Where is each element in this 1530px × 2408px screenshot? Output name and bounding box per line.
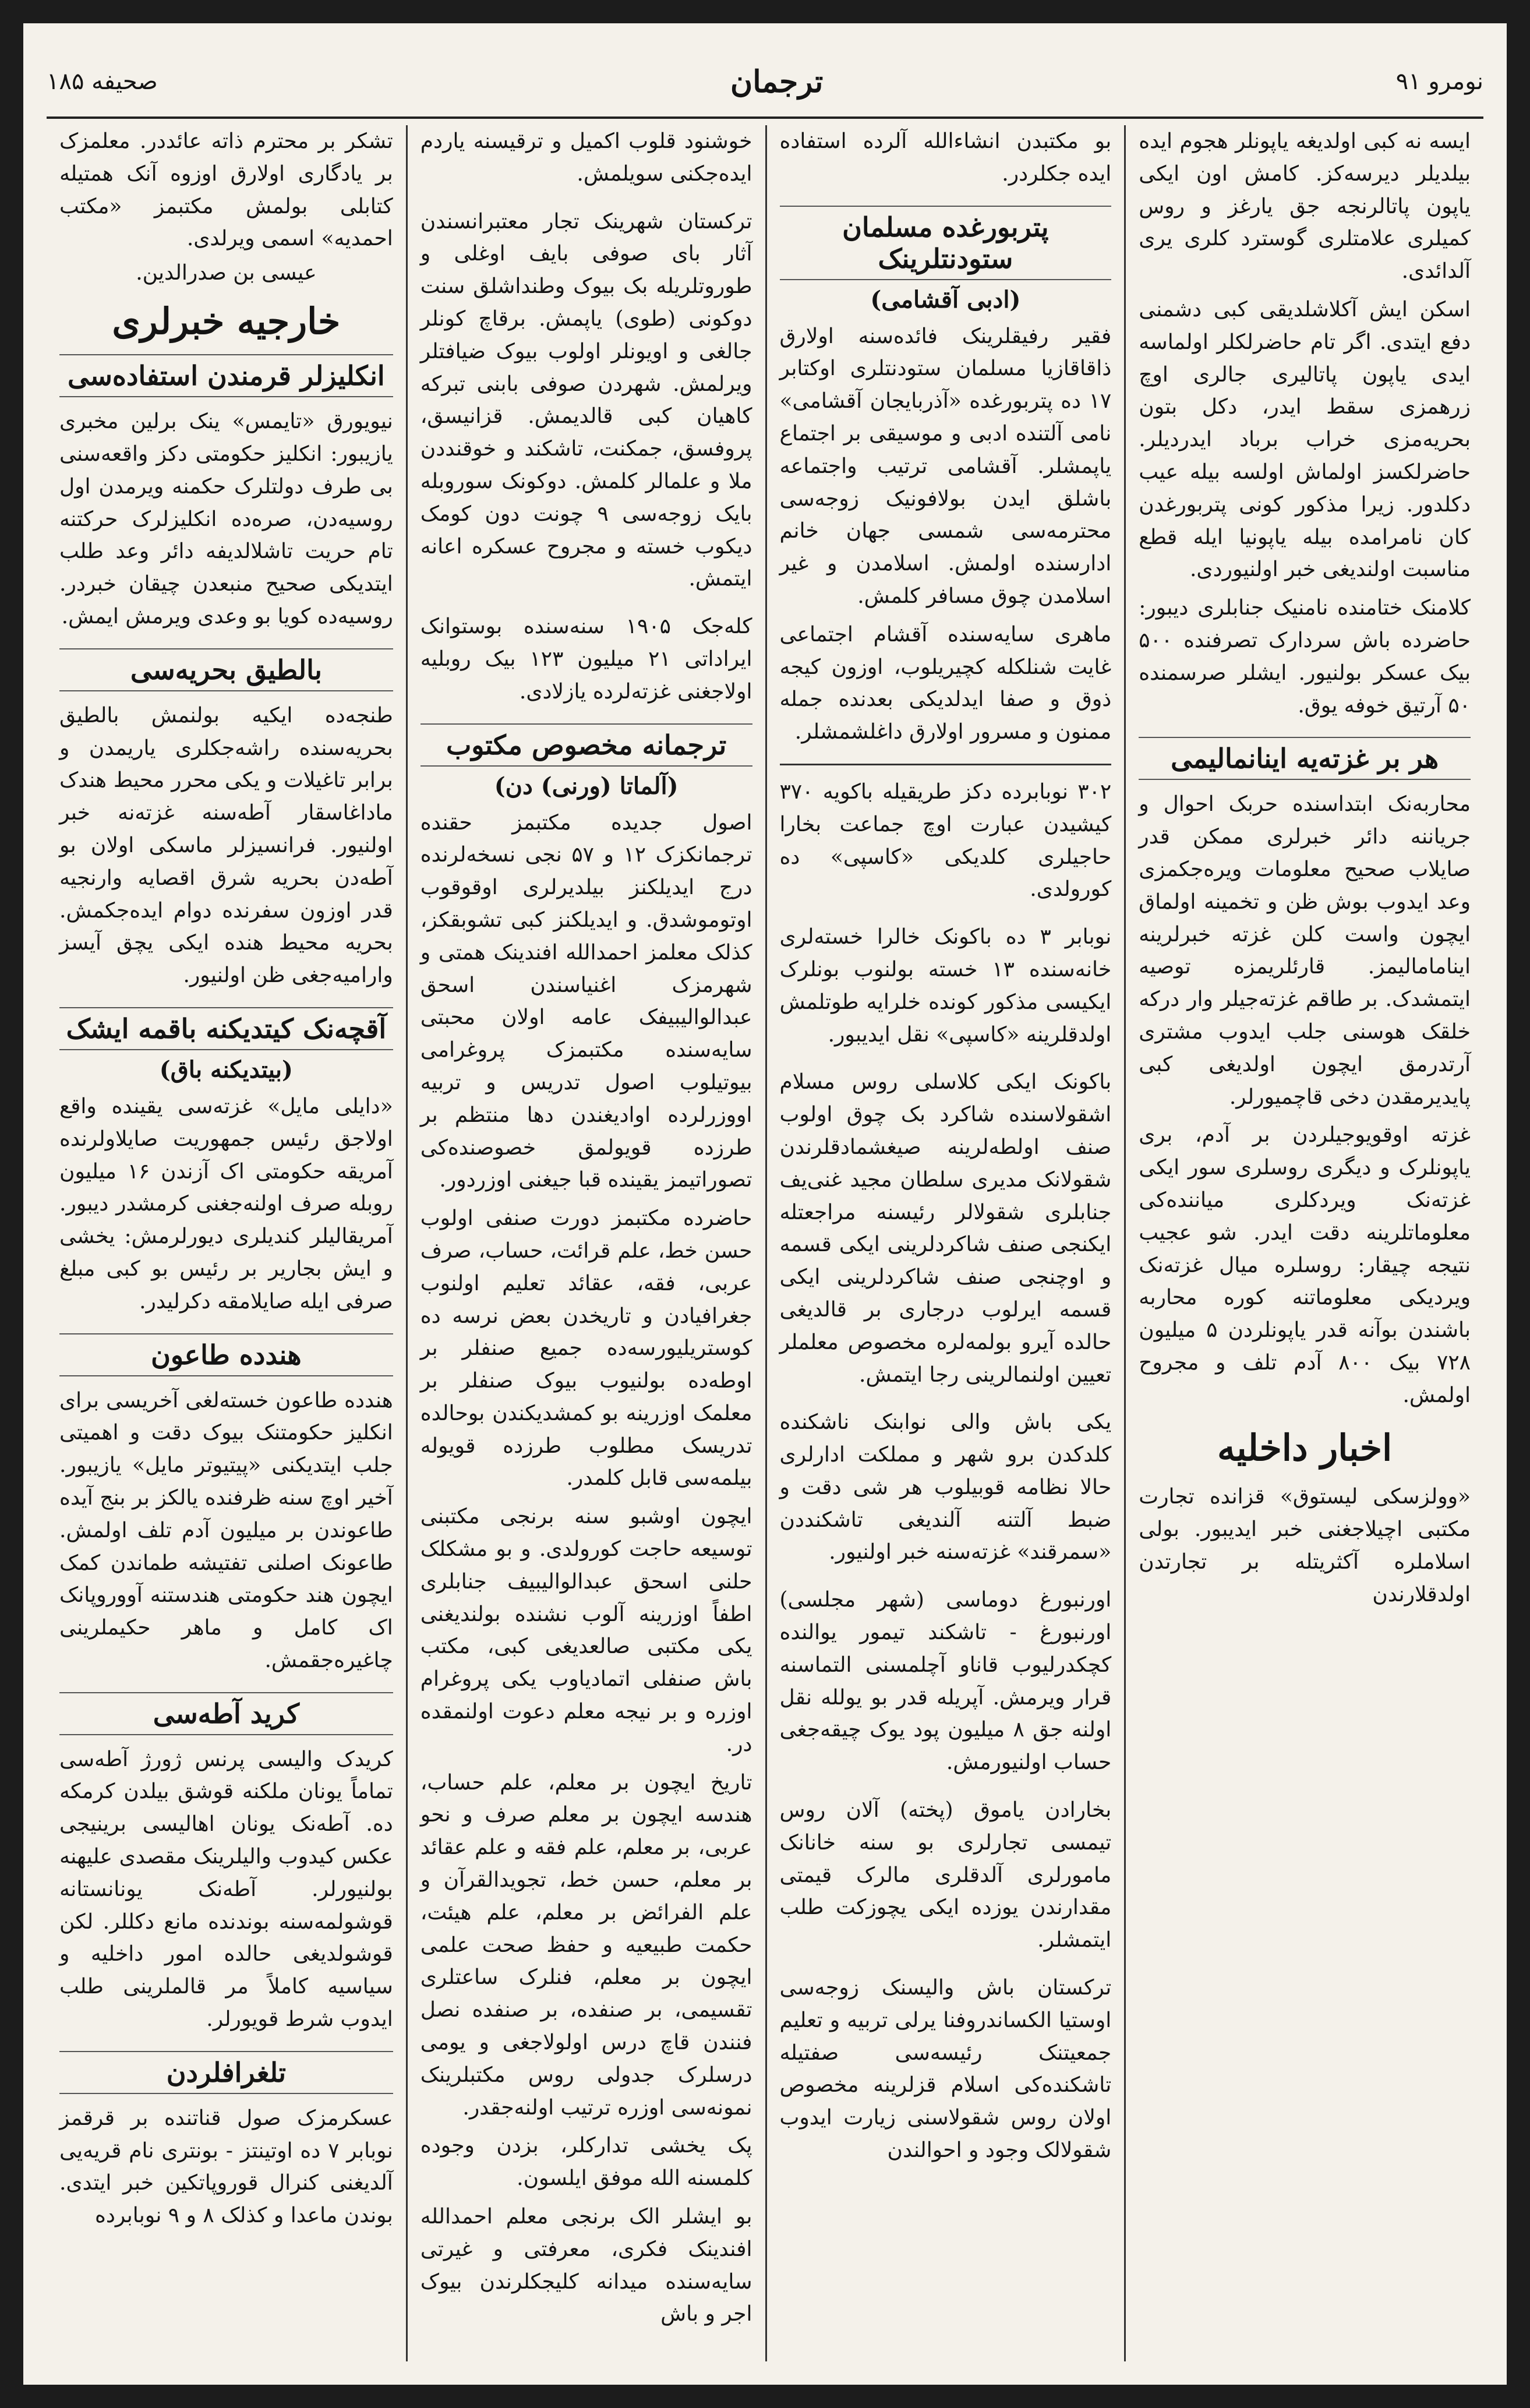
- newspaper-title: ترجمان: [730, 63, 824, 100]
- article-text: حاضرده مکتبمز دورت صنفی اولوب حسن خط، علم قرائت، حساب، صرف عربی، فقه، عقائد تعلیم اولنوب جغرافیادن و تاریخدن بعض نرسه ده کوستریلیورسه‌ده جمیع صنفلر بر اوطه‌ده بولنیوب بیوک صنفلر بر معلمک اوزرینه بو کمشدیکندن بوحالده تدریسک مطلوب طرزده قویوله بیلمه‌سی قابل کلمدر.: [420, 1206, 752, 1491]
- article-heading: هندده طاعون: [59, 1333, 393, 1376]
- article-text: کله‌جک ۱۹۰۵ سنه‌سنده بوستوانک ایراداتی ۲۱ میلیون ۱۲۳ بیک روبلیه اولاجغنی غزته‌لرده یازلادی.: [420, 615, 752, 704]
- article-baltic-fleet: [59, 648, 393, 992]
- article-text: اسکن ایش آکلاشلدیقی کبی دشمنی دفع ایتدی. اگر تام حاضرلکلر اولماسه ایدی یاپون پاتالیری جالری اوچ زرهمزی سقط ایدر، دکل بتون بحریه‌مزی خراب برباد ایدردیلر. حاضرلکسز اولماش اولسه بیله عیب دکلدور. زیرا مذکور کونی پتربورغدن کان نامرامده بیله یاپونیا ایله قطع مناسبت اولندیغی خبر اولنیوردی.: [1139, 297, 1471, 582]
- article-text: فقیر رفیقلرینک فائده‌سنه اولارق ذاقاقازیا مسلمان ستودنتلری اوکتابر ۱۷ ده پتربورغده «آذربایجان آقشامی» نامی آلتنده ادبی و موسیقی بر اجتماع یاپمشلر. آقشامی ترتیب واجتماعه باشلق ایدن بولافونیک زوجه‌سی محترمه‌سی شمسی جهان خانم ادارسنده اولمش. اسلامدن و غیر اسلامدن چوق مسافر کلمش.: [779, 324, 1112, 608]
- article-naval-battle: [1139, 125, 1471, 722]
- article-heading: انکلیزلر قرمندن استفاده‌سی: [59, 354, 393, 397]
- signature: عیسی بن صدرالدین.: [136, 261, 317, 285]
- article-text: باکونک ایکی کلاسلی روس مسلام اشقولاسنده شاکرد بک چوق اولوب صنف اولطه‌لرینه صیغشمادقلرندن شقولانک مدیری سلطان مجید غنی‌یف جنابلری شقولالر رئیسنه مراجعتله ایکنجی صنف شاکردلرینی ایکی قسمه و اوچنجی صنف شاکردلرینی ایکی قسمه ایرلوب درجاری بر قالدیغی حالده آیرو بولمه‌لره مخصوص معلملر تعیین اولنمالرینی رجا ایتمش.: [779, 1070, 1112, 1387]
- column-4: [47, 125, 406, 2361]
- article-text: تاریخ ایچون بر معلم، علم حساب، هندسه ایچون بر معلم صرف و نحو عربی، بر معلم، علم فقه و علم عقائد بر معلم، حسن خط، تجویدالقرآن و علم الفرائض بر معلم، علم هیئت، حکمت طبیعیه و حفظ صحت علمی ایچون بر معلم، فنلرک ساعتلری تقسیمی، بر صنفده، بر صنفده نصل فنندن قاچ درس اولولاجغی و یومی درسلرک جدولی روس مکتبلرینک نمونه‌سی اوزره ترتیب اولنه‌جقدر.: [420, 1770, 752, 2120]
- article-text: غزته اوقویوجیلردن بر آدم، بری یاپونلرک و دیگری روسلری سور ایکی غزته‌نک ویردکلری میاننده‌کی معلوماتلرینه دقت ایدر. شو عجیب نتیجه چیقار: روسلره میال غزته‌نک ویردیکی معلوماتنه کوره محاربه باشندن بوآنه قدر یاپونلردن ۵ میلیون ۷۲۸ بیک ۸۰۰ آدم تلف و مجروح اولمش.: [1139, 1123, 1471, 1407]
- article-trust-newspapers: [1139, 737, 1471, 1411]
- article-text: محاربه‌نک ابتداسنده حربک احوال و جریاننه دائر خبرلری ممکن قدر صایلاب صحیح معلومات ویره‌جکمزی وعد ایدوب بوش ظن و تخمینه اولماق ایچون واست کلن غزته خبرلرینه اینامامالیمز. قارئلریمزه توصیه ایتمشدک. بر طاقم غزته‌جیلر وار درکه خلقک هوسنی جلب ایدوب مشتری آرتدرمق ایچون اولدیغی کبی پایدیرمقدن دخی قاچمیورلر.: [1139, 792, 1471, 1109]
- article-text: «وولزسکی لیستوق» قزانده تجارت مکتبی اچیلاجغنی خبر ایدیبور. بولی اسلاملره آکثریتله بر تجارتدن اولدقلارندن: [1139, 1485, 1471, 1606]
- article-heading: کرید آطه‌سی: [59, 1692, 393, 1735]
- article-text: پک یخشی تدارکلر، بزدن وجوده کلمسنه الله موفق ایلسون.: [420, 2134, 752, 2191]
- article-heading: تلغرافلردن: [59, 2051, 393, 2094]
- article-heading: آقچه‌نک کیتدیکنه باقمه ایشک: [59, 1007, 393, 1050]
- article-news-item: [780, 1406, 1112, 1569]
- article-english: [59, 354, 393, 633]
- article-text: کریدک والیسی پرنس ژورژ آطه‌سی تماماً یونان ملکنه قوشق بیلدن کرمکه ده. آطه‌نک یونان اهالیسی برینیجی عکس کیدوب والیلرینک مقصدی علیهنه بولنیورلر. آطه‌نک یونانستانه قوشولمه‌سنه بوندنده مانع دکللر. لکن قوشولدیغی حالده امور داخلیه و سیاسیه کاملاً مر قالملرینی طلب ایدوب شرط قویورلر.: [59, 1747, 393, 2032]
- article-text: تشکر بر محترم ذاته عائددر. معلمزک بر یادگاری اولارق اوزوه آنک همتیله کتابلی بولمش مکتبمز «مکتب احمدیه» اسمی ویرلدی.: [59, 129, 393, 251]
- article-continuation: [59, 125, 393, 285]
- article-news-item: [780, 921, 1112, 1051]
- issue-number: نومرو ۹۱: [1395, 68, 1483, 95]
- article-telegrams: [59, 2051, 393, 2232]
- article-news-item: [780, 1972, 1112, 2167]
- article-subheading: (ادبی آقشامی): [870, 285, 1021, 313]
- article-text: هندده طاعون خسته‌لغی آخریسی برای انکلیز حکومتنک بیوک دقت و اهمیتی جلب ایتدیکنی «پیتیوتر مایل» یازیبور. آخیر اوچ سنه ظرفنده یالکز بر بنج آیده طاعوندن بر میلیون آدم تلف اولمش. طاعونک اصلنی تفتیشه طماندن کمک ایچون هند حکومتی هندستنه آووروپانک اک کامل و ماهر حکیملرینی چاغیره‌جقمش.: [59, 1388, 393, 1672]
- column-1: [1124, 125, 1483, 2361]
- article-text: ترکستان شهرینک تجار معتبرانسندن آثار بای صوفی بایف اوغلی و طوروتلریله بک بیوک وطنداشلق سنت دوکونی (طوی) یاپمش. برقاچ کونلر جالغی و اویونلر اولوب بیوک ضیافتلر ویرلمش. شهردن صوفی بابنی تبرکه کاهیان کبی قالدیمش. قزانیسق، پروفسق، جمکنت، تاشکند و خوقنددن ملا و علمالر کلمش. دوکونک سوروبله بایک زوجه‌سی ۹ چونت دون کومک دیکوب خسته و مجروح عسکره اعانه ایتمش.: [420, 209, 752, 591]
- article-crete: [59, 1692, 393, 2036]
- article-text: ایچون اوشبو سنه برنجی مکتبنی توسیعه حاجت کورولدی. و بو مشکلک حلنی اسحق عبدالوالیبیف جنابلری اطفاً اوزرینه آلوب نشنده بولندیغنی یکی مکتبی صالعدیغی کبی، مکتب باش صنفلی اتمادیاوب یکی پروغرام اوزره و بر نیجه معلم دعوت اولنمقده در.: [420, 1505, 752, 1756]
- column-3: [406, 125, 765, 2361]
- divider: [780, 764, 1112, 765]
- article-news-item: [421, 610, 752, 708]
- columns: [47, 125, 1483, 2361]
- article-text: بو ایشلر الک برنجی معلم احمدالله افندینک فکری، معرفتی و غیرتی سایه‌سنده میدانه کلیجکلرندن بیوک اجر و باش: [420, 2205, 752, 2326]
- article-money: [59, 1007, 393, 1318]
- article-news-item: [780, 1794, 1112, 1957]
- article-text: اورنبورغ دوماسی (شهر مجلسی) اورنبورغ - تاشکند تیمور یوالنده کچکدرلیوب قاناو آچلمسنی التماسنه قرار ویرمش. آپریله قدر بو یولله نقل اولنه جق ۸ میلیون پود یوک چیقه‌جغی حساب اولنیورمش.: [779, 1588, 1112, 1775]
- article-heading: پتربورغده مسلمان ستودنتلرینک: [780, 206, 1112, 280]
- article-news-item: [780, 1584, 1112, 1779]
- article-text: ۳۰۲ نوبابرده دکز طریقیله باکویه ۳۷۰ کیشیدن عبارت اوچ جماعت بخارا حاجیلری کلدیکی «کاسپی» ده کورولدی.: [779, 779, 1112, 902]
- article-text: کلامنک ختامنده نامنیک جنابلری دیبور: حاضرده باش سردارک تصرفنده ۵۰۰ بیک عسکر بولنیور. ایشلر صرسمنده ۵۰ آرتیق خوفه یوق.: [1139, 596, 1471, 718]
- article-text: نوبابر ۳ ده باکونک خالرا خسته‌لری خانه‌سنده ۱۳ خسته بولنوب بونلرک ایکیسی مذکور کونده خلرایه طوتلمش اولدقلرینه «کاسپی» نقل ایدیبور.: [779, 925, 1112, 1047]
- article-text: اصول جدیده مکتبمز حقنده ترجمانکزک ۱۲ و ۵۷ نجی نسخه‌لرنده درج ایدیلکنز بیلدیرلری اوقوقوب اوتوموشدق. و ایدیلکنز کبی تشوبقکز، کذلک معلمز احمدالله افندینک همتی و شهرمزک اغنیاسندن اسحق عبدالوالیبیفک عامه اولان محبتی سایه‌سنده مکتبمزک پروغرامی بیوتیلوب اصول تدریس و تربیه اووزرلرده اوادیغندن دها منتظم بر طرزده قویولمق خصوصنده‌کی تصوراتیمز یقینده قبا جیغنی اوزردور.: [420, 810, 752, 1192]
- article-heading: بالطیق بحریه‌سی: [59, 648, 393, 691]
- section-heading-domestic: اخبار داخلیه: [1217, 1427, 1393, 1470]
- article-text: بخارادن یاموق (پخته) آلان روس تیمسی تجارلری بو سنه خانانک مامورلری آلدقلری مالرک قیمتی مقدارندن یوزده ایکی یچوزکت طلب ایتمشلر.: [779, 1798, 1112, 1952]
- article-text: ترکستان باش والیسنک زوجه‌سی اوستیا الکساندروفنا یرلی تربیه و تعلیم جمعیتنک رئیسه‌سی صفتیله تاشکنده‌کی اسلام قزلرینه مخصوص اولان روس شقولاسنی زیارت ایدوب شقولالک وجود و احوالندن: [779, 1976, 1112, 2163]
- article-text: عسکرمزک صول قناتنده بر قرقمز نوبابر ۷ ده اوتینتز - بونتری نام قریه‌یی آلدیغنی کنرال قوروپاتکین خبر ایتدی. بوندن ماعدا و کذلک ۸ و ۹ نوبابرده: [59, 2106, 393, 2228]
- article-subheading: (بیتدیکنه باق): [159, 1055, 293, 1083]
- article-text: نیویورق «تایمس» ینک برلین مخبری یازیبور: انکلیز حکومتی دکز واقعه‌سنی بی طرف دولتلرک حکمنه ویرمدن اول روسیه‌دن، صره‌ده انکلیزلرک حرکتنه تام حریت تاشلالدیفه دائر وعد طلب ایتدیکی صحیح منبعدن چیقان خبردر. روسیه‌ده کویا بو وعدی ویرمش ایمش.: [59, 409, 393, 629]
- article-news-item: [421, 206, 752, 596]
- article-continuation: [421, 125, 752, 190]
- article-text: ایسه نه کبی اولدیغه یاپونلر هجوم ایده بیلدیلر دیرسه‌کز. کامش اون ایکی یاپون پاتالرنجه جق یارغز و روس کمیلری علامتلری گوسترد کلری یری آلدائدی.: [1139, 129, 1471, 284]
- newspaper-page: [23, 23, 1507, 2385]
- article-subheading: (آلماتا (ورنی) دن): [494, 772, 679, 800]
- article-text: بو مکتبدن انشاءالله آلرده استفاده ایده جکلردر.: [779, 129, 1112, 186]
- article-news-item: [780, 1066, 1112, 1391]
- article-text: خوشنود قلوب اکمیل و ترقیسنه یاردم ایده‌جکنی سویلمش.: [420, 129, 752, 186]
- article-text: طنجه‌ده ایکیه بولنمش بالطیق بحریه‌سنده راشه‌جکلری یاریمدن و برابر تاغیلات و یکی محرر محیط هندک ماداغاسقار آطه‌سنه غزته‌نه خبر اولنیور. فرانسیزلر ماسکی اولان بو آطه‌دن بحریه شرق اقصایه وارنجیه قدر اوزون سفرنده دوام ایده‌جکمش. بحریه محیط هنده ایکی یچق آیسز وارامیه‌جغی ظن اولنیور.: [59, 703, 393, 988]
- article-domestic-news: [1139, 1481, 1471, 1611]
- article-letter-almaty: [421, 723, 752, 2331]
- article-plague-india: [59, 1333, 393, 1677]
- column-2: [765, 125, 1125, 2361]
- article-text: ماهری سایه‌سنده آقشام اجتماعی غایت شنلکله کچیریلوب، اوزون کیجه ذوق و صفا ایدلدیکی بعدنده جمله ممنون و مسرور اولارق داغلشمشلر.: [779, 622, 1112, 744]
- section-heading-foreign: خارجیه خبرلری: [112, 300, 341, 343]
- article-text: یکی باش والی نوابنک ناشکنده کلدکدن برو شهر و مملکت ادارلری حالا نظامه قوبیلوب هر شی دقت و ضبط آلتنه آلندیغی تاشکنددن «سمرقند» غزته‌سنه خبر اولنیور.: [779, 1410, 1112, 1565]
- article-heading: ترجمانه مخصوص مکتوب: [421, 723, 752, 767]
- article-news-item: [780, 776, 1112, 906]
- article-text: «دایلی مایل» غزته‌سی یقینده واقع اولاجق رئیس جمهوریت صایلاولرنده آمریقه حکومتی اک آزندن ۱۶ میلیون روبله صرف اولنه‌جغنی کرمشدر دیبور. آمریقالیلر کندیلری دیورلرمش: یخشی و ایش بجاریر بر رئیس بو کبی مبلغ صرفی ایله صایلامقه دکرلیدر.: [59, 1094, 393, 1314]
- page-header: [47, 47, 1483, 119]
- article-continuation: [780, 125, 1112, 190]
- article-heading: هر بر غزته‌یه اینانمالیمی: [1139, 737, 1471, 780]
- article-students-evening: [780, 206, 1112, 748]
- page-number: صحیفه ۱۸۵: [47, 68, 158, 95]
